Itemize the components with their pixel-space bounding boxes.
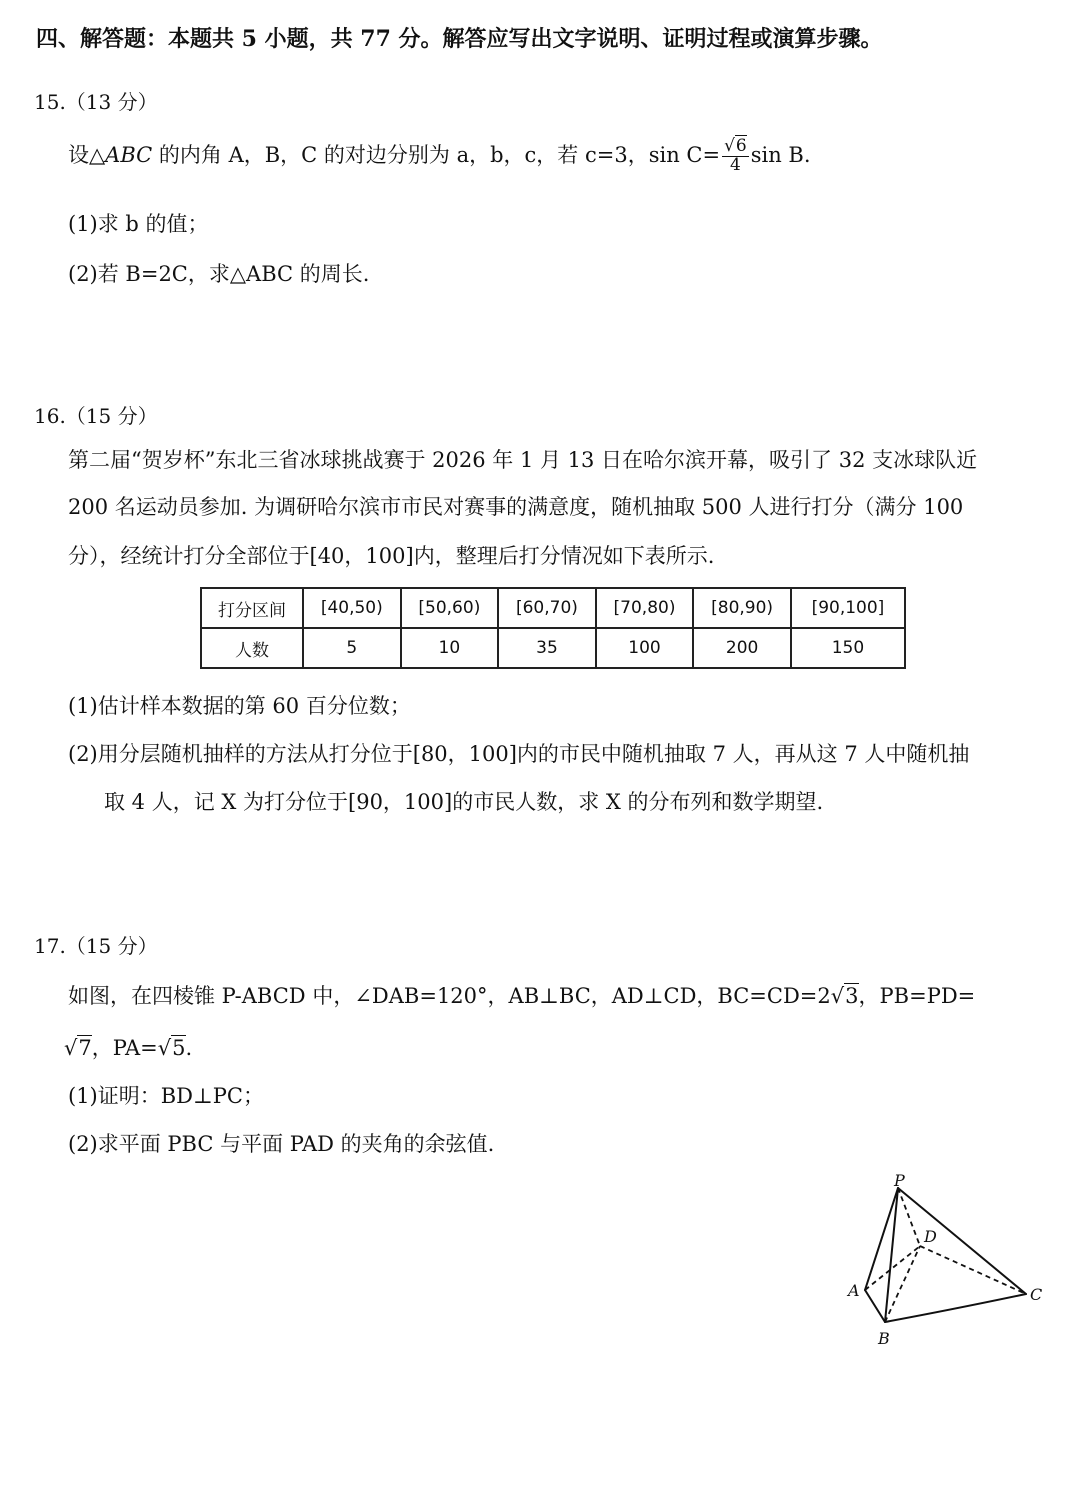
- score-table: [200, 587, 906, 669]
- pyramid-figure: [840, 1170, 1060, 1360]
- q16-number: 16.（15 分）: [34, 404, 158, 428]
- q17-line2-post: .: [185, 1036, 193, 1060]
- table-cell: [80,90): [693, 588, 791, 628]
- q16-line2: 200 名运动员参加. 为调研哈尔滨市市民对赛事的满意度，随机抽取 500 人进行打分（满分 100: [68, 495, 964, 519]
- q17-line2-mid: ，PA=: [91, 1036, 158, 1060]
- q15-part2: (2)若 B=2C，求△ABC 的周长.: [68, 262, 370, 286]
- table-cell: 200: [693, 628, 791, 668]
- edge-bd: [885, 1246, 920, 1322]
- vertex-label-a: A: [848, 1281, 860, 1300]
- vertex-label-d: D: [924, 1227, 937, 1246]
- q15-stem-abc: ABC: [105, 142, 153, 167]
- q17-line1-radicand: 3: [845, 984, 859, 1008]
- q16-line3: 分），经统计打分全部位于[40，100]内，整理后打分情况如下表所示.: [68, 544, 715, 568]
- table-header-cell: 打分区间: [201, 588, 303, 628]
- q17-line2: √7，PA=√5.: [64, 1036, 193, 1060]
- q17-number: 17.（15 分）: [34, 934, 158, 958]
- table-cell: [60,70): [498, 588, 596, 628]
- q17-line1-pre: 如图，在四棱锥 P-ABCD 中，∠DAB=120°，AB⊥BC，AD⊥CD，BC=CD=2: [68, 984, 831, 1008]
- q17-part2: (2)求平面 PBC 与平面 PAD 的夹角的余弦值.: [68, 1132, 495, 1156]
- q17-line2-radicand-2: 5: [172, 1036, 186, 1060]
- q15-stem-pre: 设△: [68, 142, 106, 167]
- table-cell: [70,80): [596, 588, 694, 628]
- q17-line1-post: ，PB=PD=: [858, 984, 976, 1008]
- vertex-label-p: P: [894, 1171, 905, 1190]
- table-row-counts: [201, 628, 905, 668]
- table-header-cell: 人数: [201, 628, 303, 668]
- q15-frac-num: 6: [735, 136, 747, 156]
- table-cell: 10: [401, 628, 499, 668]
- q17-part1: (1)证明：BD⊥PC；: [68, 1084, 264, 1108]
- q15-stem-post: sin B.: [750, 142, 811, 167]
- q15-stem: [68, 138, 811, 175]
- q15-part1: (1)求 b 的值；: [68, 212, 209, 236]
- table-cell: [40,50): [303, 588, 401, 628]
- edge-bc: [885, 1294, 1026, 1322]
- vertex-label-c: C: [1030, 1285, 1043, 1304]
- q17-line2-radicand-1: 7: [78, 1036, 92, 1060]
- q16-line1: 第二届“贺岁杯”东北三省冰球挑战赛于 2026 年 1 月 13 日在哈尔滨开幕，吸引了 32 支冰球队近: [68, 448, 978, 472]
- table-cell: [90,100]: [791, 588, 905, 628]
- q15-number: 15.（13 分）: [34, 90, 158, 114]
- table-cell: 150: [791, 628, 905, 668]
- section-header: 四、解答题：本题共 5 小题，共 77 分。解答应写出文字说明、证明过程或演算步骤。: [36, 26, 883, 52]
- table-cell: [50,60): [401, 588, 499, 628]
- q16-part1: (1)估计样本数据的第 60 百分位数；: [68, 694, 411, 718]
- edge-dc: [920, 1246, 1026, 1294]
- table-cell: 100: [596, 628, 694, 668]
- table-cell: 5: [303, 628, 401, 668]
- q15-frac-den: 4: [729, 154, 741, 175]
- table-cell: 35: [498, 628, 596, 668]
- vertex-label-b: B: [878, 1329, 890, 1348]
- edge-ab: [865, 1290, 885, 1322]
- q15-fraction: $\frac{√6}{4}$: [724, 136, 747, 175]
- q16-part2-line2: 取 4 人，记 X 为打分位于[90，100]的市民人数，求 X 的分布列和数学期望.: [104, 790, 824, 814]
- q17-line1: 如图，在四棱锥 P-ABCD 中，∠DAB=120°，AB⊥BC，AD⊥CD，BC=CD=2√3，PB=PD=: [68, 984, 976, 1008]
- q16-part2-line1: (2)用分层随机抽样的方法从打分位于[80，100]内的市民中随机抽取 7 人，再从这 7 人中随机抽: [68, 742, 970, 766]
- table-row-intervals: [201, 588, 905, 628]
- q15-stem-mid: 的内角 A，B，C 的对边分别为 a，b，c，若 c=3，sin C=: [152, 142, 721, 167]
